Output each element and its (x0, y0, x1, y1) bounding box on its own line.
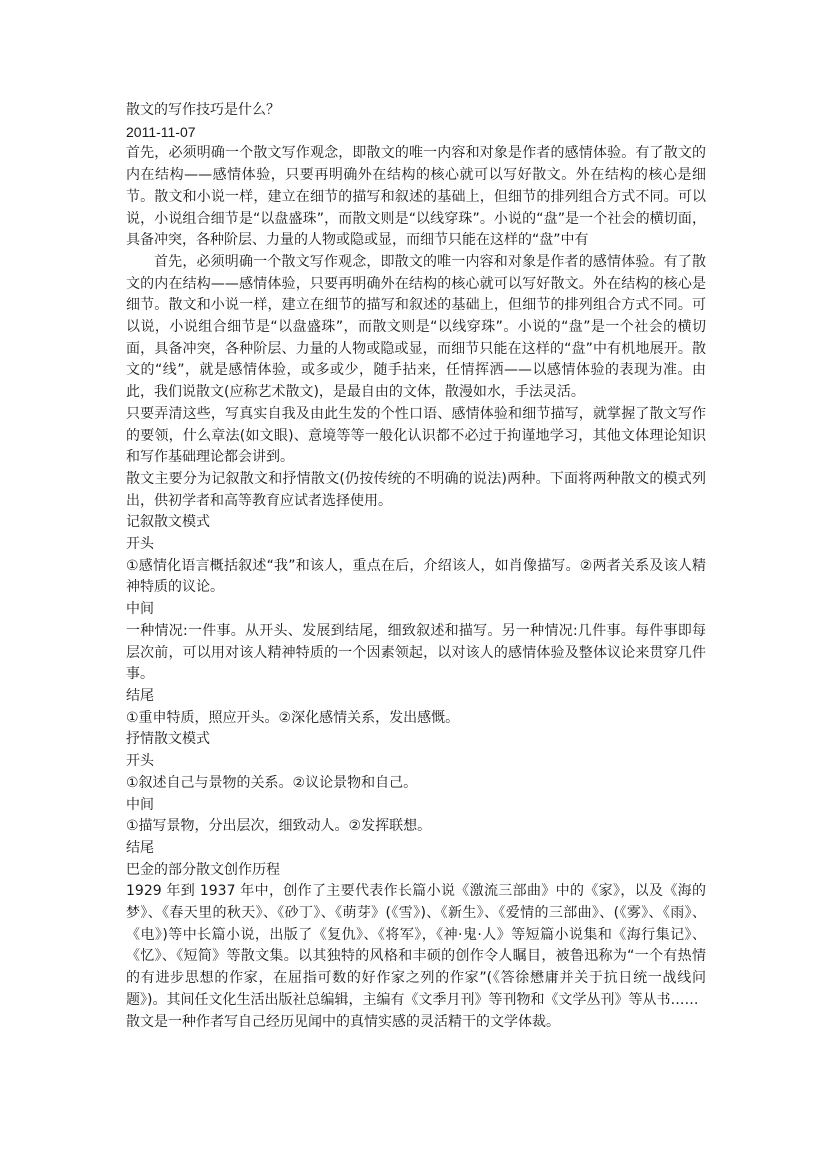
paragraph-3: 只要弄清这些，写真实自我及由此生发的个性口语、感情体验和细节描写，就掌握了散文写作的要领，什么章法(如文眼)、意境等等一般化认识都不必过于拘谨地学习，其他文体理论知识和写作基础理论都会讲到。 (126, 405, 706, 466)
lyric-heading: 抒情散文模式 (126, 731, 210, 748)
lyric-start-label: 开头 (126, 753, 154, 770)
document-body (126, 100, 706, 1033)
lyric-start-text: ①叙述自己与景物的关系。②议论景物和自己。 (126, 774, 418, 791)
bajin-heading: 巴金的部分散文创作历程 (126, 861, 280, 878)
paragraph-1: 首先，必须明确一个散文写作观念，即散文的唯一内容和对象是作者的感情体验。有了散文的内在结构——感情体验，只要再明确外在结构的核心就可以写好散文。外在结构的核心是细节。散文和小说一样，建立在细节的描写和叙述的基础上，但细节的排列组合方式不同。可以说，小说组合细节是“以盘盛珠”，而散文则是“以线穿珠”。小说的“盘”是一个社会的横切面，具备冲突，各种阶层、力量的人物或隐或显，而细节只能在这样的“盘”中有 (126, 145, 706, 249)
paragraph-4: 散文主要分为记叙散文和抒情散文(仍按传统的不明确的说法)两种。下面将两种散文的模式列出，供初学者和高等教育应试者选择使用。 (126, 470, 706, 509)
narrative-start-label: 开头 (126, 536, 154, 553)
lyric-middle-text: ①描写景物，分出层次，细致动人。②发挥联想。 (126, 818, 432, 835)
narrative-start-text: ①感情化语言概括叙述“我”和该人，重点在后，介绍该人，如肖像描写。②两者关系及该人精神特质的议论。 (126, 557, 706, 596)
narrative-heading: 记叙散文模式 (126, 514, 210, 531)
paragraph-2: 首先，必须明确一个散文写作观念，即散文的唯一内容和对象是作者的感情体验。有了散文的内在结构——感情体验，只要再明确外在结构的核心就可以写好散文。外在结构的核心是细节。散文和小说一样，建立在细节的描写和叙述的基础上，但细节的排列组合方式不同。可以说，小说组合细节是“以盘盛珠”，而散文则是“以线穿珠”。小说的“盘”是一个社会的横切面，具备冲突，各种阶层、力量的人物或隐或显，而细节只能在这样的“盘”中有机地展开。散文的“线”，就是感情体验，或多或少，随手拈来，任情挥洒——以感情体验的表现为准。由此，我们说散文(应称艺术散文)，是最自由的文体，散漫如水，手法灵活。 (126, 253, 706, 401)
lyric-middle-label: 中间 (126, 796, 154, 813)
lyric-end-label: 结尾 (126, 839, 154, 856)
document-date: 2011-11-07 (126, 123, 196, 140)
narrative-end-label: 结尾 (126, 687, 154, 704)
narrative-middle-label: 中间 (126, 601, 154, 618)
bajin-paragraph: 1929 年到 1937 年中，创作了主要代表作长篇小说《激流三部曲》中的《家》，以及《海的梦》、《春天里的秋天》、《砂丁》、《萌芽》(《雪》)、《新生》、《爱情的三部曲》、(《雾》、《雨》、《电》)等中长篇小说，出版了《复仇》、《将军》，《神·鬼·人》等短篇小说集和《海行集记》、《忆》、《短简》等散文集。以其独特的风格和丰硕的创作令人瞩目，被鲁迅称为“一个有热情的有进步思想的作家，在屈指可数的好作家之列的作家”(《答徐懋庸并关于抗日统一战线问题》)。其间任文化生活出版社总编辑，主编有《文季月刊》等刊物和《文学丛刊》等从书…… (126, 883, 706, 1008)
narrative-middle-text: 一种情况:一件事。从开头、发展到结尾，细致叙述和描写。另一种情况:几件事。每件事即每层次前，可以用对该人精神特质的一个因素领起，以对该人的感情体验及整体议论来贯穿几件事。 (126, 622, 706, 683)
narrative-end-text: ①重申特质，照应开头。②深化感情关系，发出感慨。 (126, 709, 460, 726)
closing-paragraph: 散文是一种作者写自己经历见闻中的真情实感的灵活精干的文学体裁。 (126, 1013, 560, 1030)
document-title: 散文的写作技巧是什么？ (126, 102, 280, 118)
